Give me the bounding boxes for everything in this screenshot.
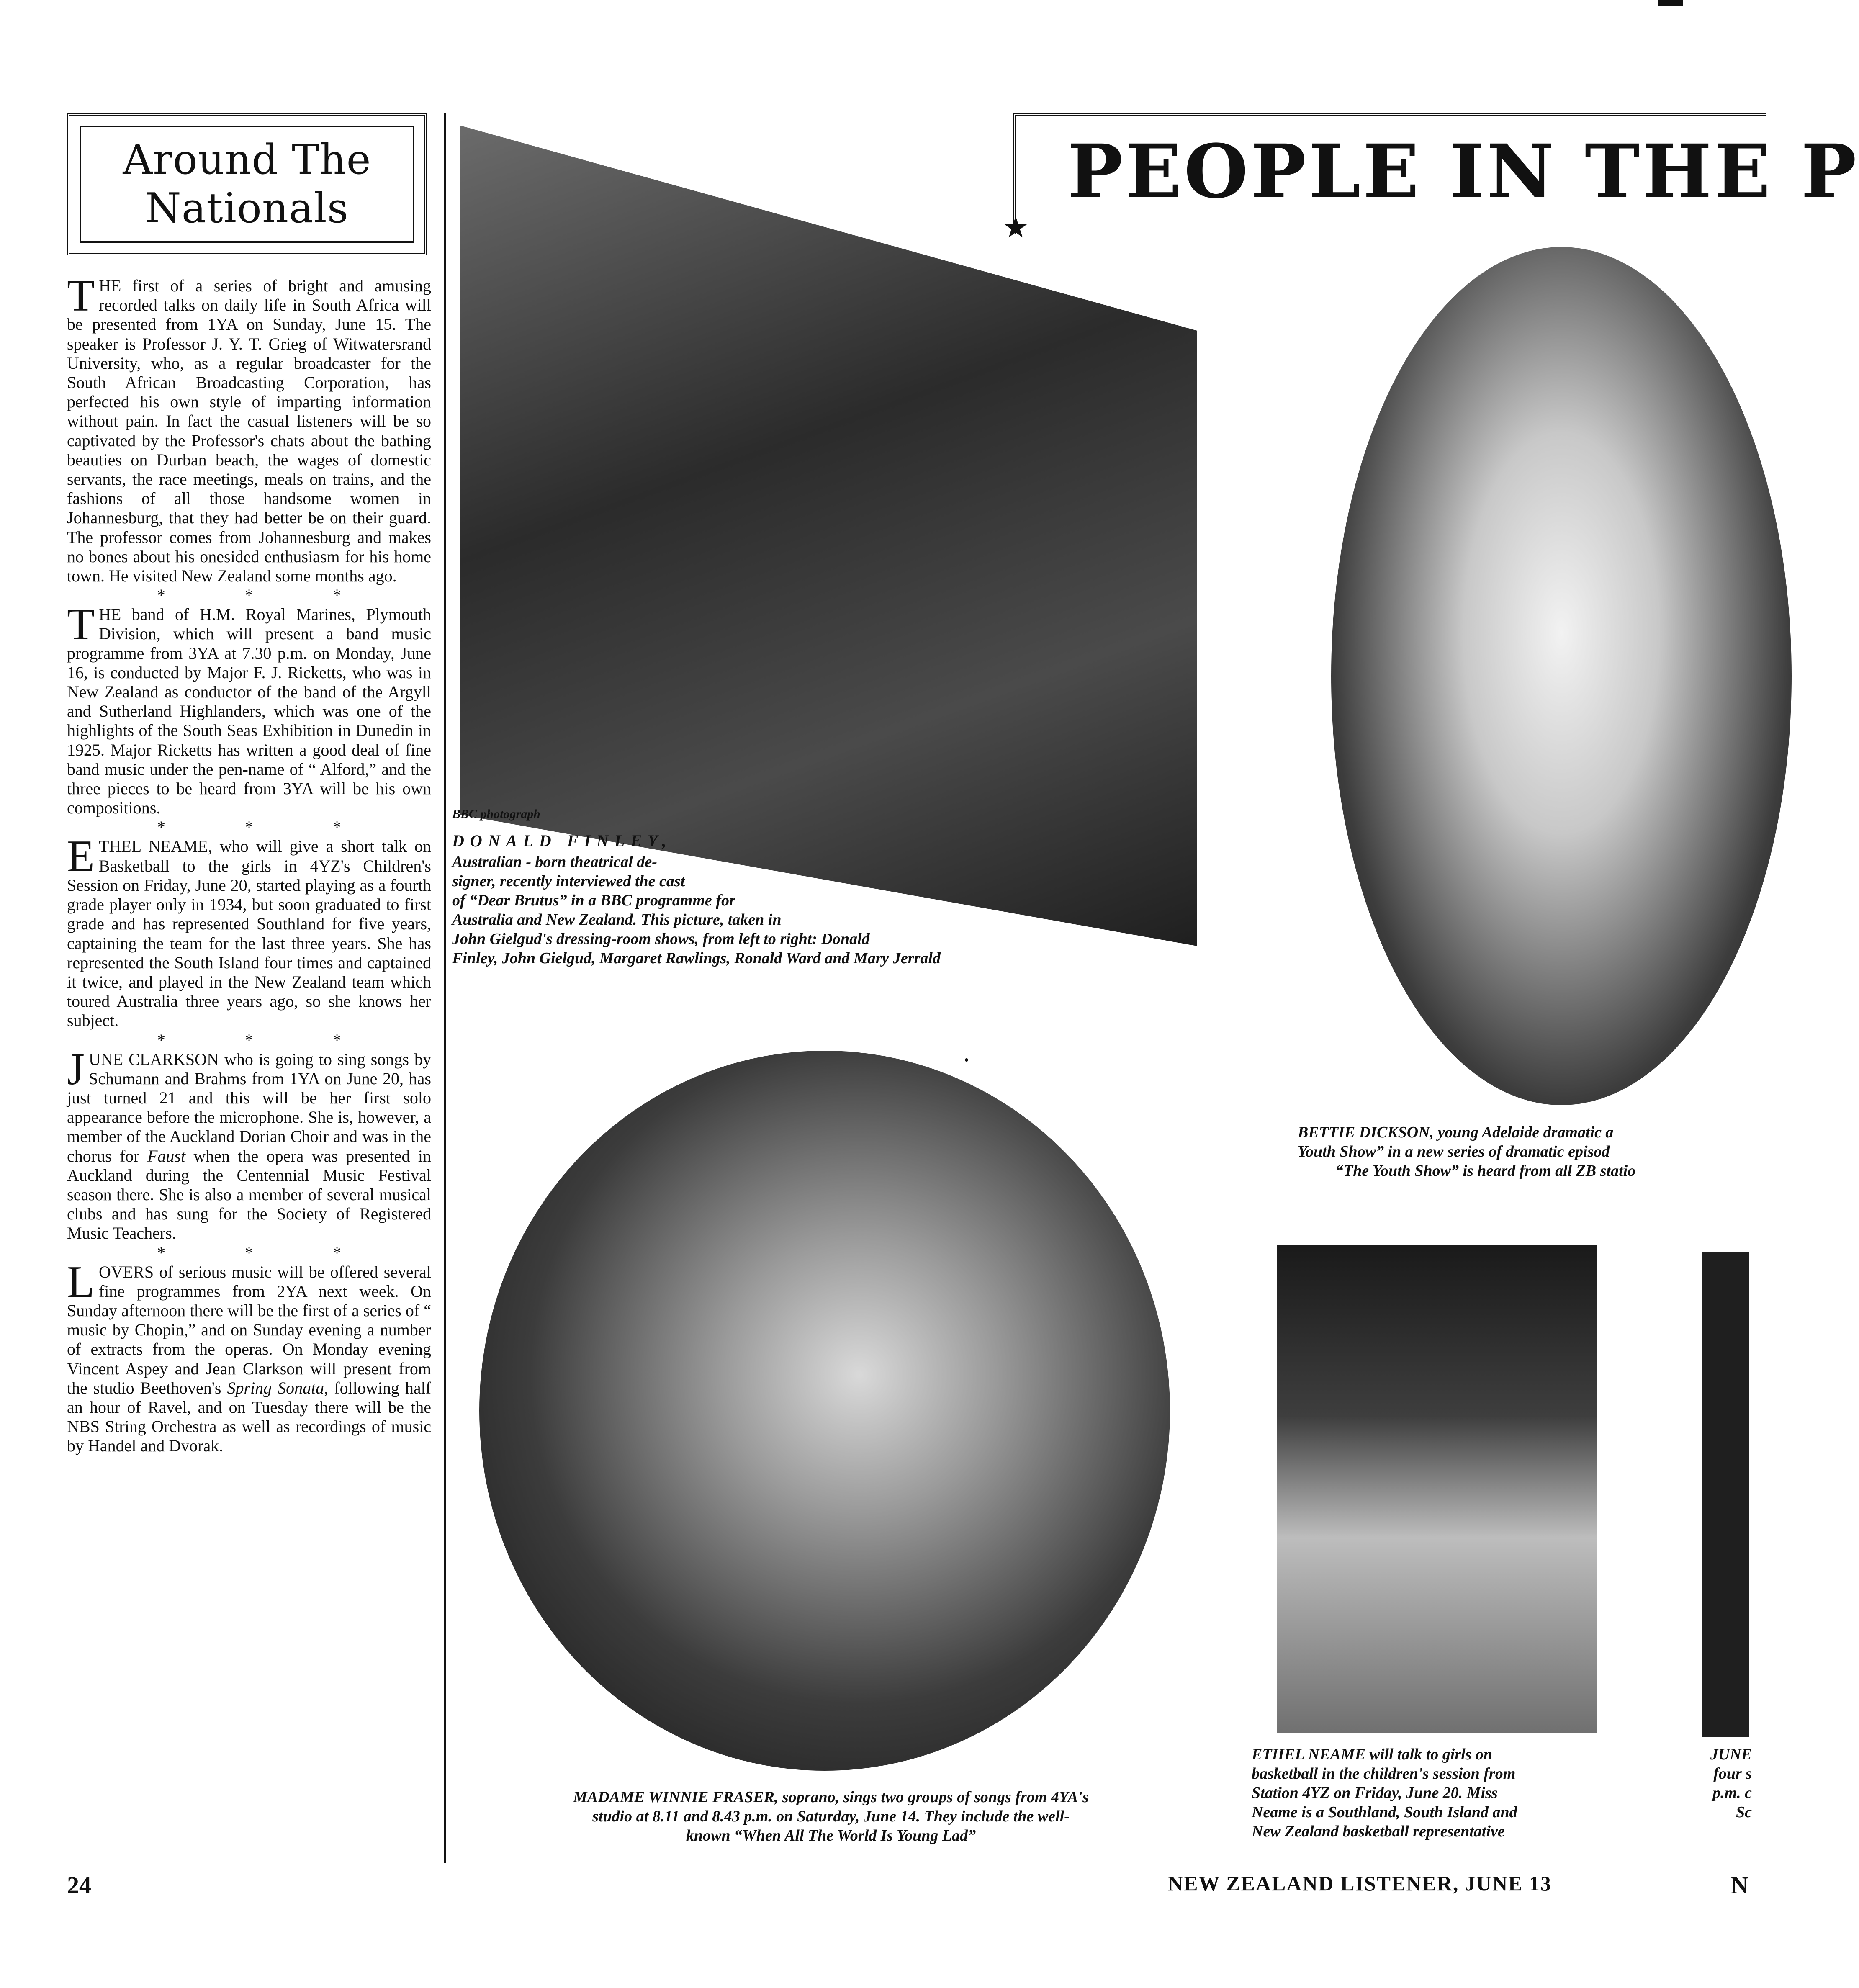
caption-line: known “When All The World Is Young Lad”: [686, 1827, 976, 1844]
dropcap: J: [67, 1044, 85, 1094]
caption-line: four s: [1713, 1765, 1752, 1782]
article-royal-marines: [67, 599, 431, 818]
print-speck: [965, 1058, 968, 1062]
caption-line: Finley, John Gielgud, Margaret Rawlings, Ronald Ward and Mary Jerrald: [452, 949, 941, 967]
articles-column: [67, 271, 432, 1456]
caption-line: Youth Show” in a new series of dramatic episod: [1298, 1143, 1610, 1160]
caption-line: studio at 8.11 and 8.43 p.m. on Saturday, June 14. They include the well-: [592, 1808, 1070, 1825]
caption-line: JUNE: [1710, 1746, 1752, 1763]
section-title-line-2: Nationals: [145, 185, 349, 232]
june-caption: [1656, 1745, 1752, 1822]
article-grieg: [67, 271, 431, 586]
star-ornament-icon: ★: [1003, 210, 1029, 244]
article-text: HE first of a series of bright and amusing recorded talks on daily life in South Africa will be presented from 1YA on Sunday, June 15. The speaker is Professor J. Y. T. Grieg of Witwatersrand University, who, as a regular broadcaster for the South African Broadcasting Corporation, has perfected his own style of imparting information without pain. In fact the casual listeners will be so captivated by the Professor's chats about the bathing beauties on Durban beach, the wages of domestic servants, the race meetings, meals on trains, and the fashions of all those handsome women in Johannesburg, that they had better be on their guard. The professor comes from Johannesburg and makes no bones about his onesided enthusiasm for his home town. He visited New Zealand some months ago.: [67, 276, 431, 586]
star-separator: * * *: [157, 1243, 379, 1262]
caption-line: Station 4YZ on Friday, June 20. Miss: [1252, 1784, 1498, 1802]
section-title-box: [67, 113, 427, 255]
photo-credit: BBC photograph: [452, 807, 540, 821]
dropcap: T: [67, 271, 95, 321]
caption-line: BETTIE DICKSON, young Adelaide dramatic a: [1298, 1124, 1614, 1141]
group-photograph: [460, 126, 1197, 946]
article-text-italic: Faust: [147, 1146, 186, 1165]
dropcap: E: [67, 831, 95, 882]
page-number: 24: [67, 1872, 91, 1899]
caption-line: Australia and New Zealand. This picture, taken in: [452, 911, 782, 928]
caption-line: signer, recently interviewed the cast: [452, 872, 685, 890]
caption-line: MADAME WINNIE FRASER, soprano, sings two groups of songs from 4YA's: [573, 1788, 1089, 1806]
article-text: THEL NEAME, who will give a short talk on Basketball to the girls in 4YZ's Children's Session on Friday, June 20, started playing as a fourth grade player only in 1934, but soon graduated to first grade and has represented Southland for five years, captaining the team for the last three years. She has represented the South Island four times and captained it twice, and played in the New Zealand team which toured Australia three years ago, so she knows her subject.: [67, 837, 431, 1030]
caption-name: DONALD FINLEY,: [452, 831, 672, 850]
dropcap: T: [67, 599, 95, 650]
publication-footer: NEW ZEALAND LISTENER, JUNE 13: [1168, 1872, 1552, 1895]
caption-line: Neame is a Southland, South Island and: [1252, 1803, 1517, 1821]
article-june-clarkson: [67, 1044, 431, 1243]
caption-line: New Zealand basketball representative: [1252, 1823, 1505, 1840]
dropcap: L: [67, 1257, 95, 1307]
caption-line: John Gielgud's dressing-room shows, from left to right: Donald: [452, 930, 870, 948]
caption-line: Australian - born theatrical de-: [452, 853, 657, 871]
article-text: OVERS of serious music will be offered several fine programmes from 2YA next week. On Sunday afternoon there will be the first of a series of “ music by Chopin,” and on Sunday evening a number of extracts from the operas. On Monday evening Vincent Aspey and Jean Clarkson will present from the studio Beethoven's: [67, 1262, 431, 1397]
bettie-dickson-portrait: [1331, 247, 1792, 1105]
caption-line: of “Dear Brutus” in a BBC programme for: [452, 892, 735, 909]
june-clarkson-portrait: [1702, 1252, 1749, 1737]
star-separator: * * *: [157, 586, 379, 605]
star-separator: * * *: [157, 1030, 379, 1049]
caption-line: p.m. c: [1712, 1784, 1752, 1802]
article-text: UNE CLARKSON who is going to sing songs by Schumann and Brahms from 1YA on June 20, has just turned 21 and this will be her first solo appearance before the microphone. She is, however, a member of the Auckland Dorian Choir and was in the chorus for: [67, 1049, 431, 1165]
article-serious-music: [67, 1257, 432, 1456]
caption-line: basketball in the children's session from: [1252, 1765, 1516, 1782]
article-text: HE band of H.M. Royal Marines, Plymouth Division, which will present a band music programme from 3YA at 7.30 p.m. on Monday, June 16, is conducted by Major F. J. Ricketts, who was in New Zealand as conductor of the band of the Argyll and Sutherland Highlanders, which was one of the highlights of the South Seas Exhibition in Dunedin in 1925. Major Ricketts has written a good deal of fine band music under the pen-name of “ Alford,” and the three pieces to be heard from 3YA will be his own compositions.: [67, 605, 431, 818]
finley-caption: [452, 852, 941, 968]
corner-mark: [1658, 0, 1683, 6]
article-ethel-neame: [67, 831, 431, 1030]
article-text-italic: Spring Sonata,: [227, 1378, 329, 1397]
section-title-line-1: Around The: [123, 136, 371, 184]
article-text: following half an hour of Ravel, and on Tuesday there will be the NBS String Orchestra as well as recordings of music by Handel and Dvorak.: [67, 1378, 432, 1456]
caption-line: “The Youth Show” is heard from all ZB statio: [1335, 1162, 1636, 1180]
bettie-caption: [1298, 1123, 1749, 1180]
section-title-inner-frame: [80, 126, 414, 243]
caption-line: ETHEL NEAME will talk to girls on: [1252, 1746, 1493, 1763]
ethel-neame-portrait: [1277, 1245, 1597, 1733]
winnie-caption: [463, 1787, 1199, 1845]
article-text: when the opera was presented in Auckland during the Centennial Music Festival season there. She is also a member of several musical clubs and has sung for the Society of Registered Music Teachers.: [67, 1146, 431, 1243]
column-rule: [444, 113, 446, 1863]
star-separator: * * *: [157, 818, 379, 837]
ethel-caption: [1252, 1745, 1616, 1841]
caption-line: Sc: [1736, 1803, 1752, 1821]
page-headline: PEOPLE IN THE P: [1067, 128, 1859, 215]
footer-edge-letter: N: [1731, 1872, 1748, 1899]
winnie-fraser-portrait: [479, 1051, 1170, 1771]
